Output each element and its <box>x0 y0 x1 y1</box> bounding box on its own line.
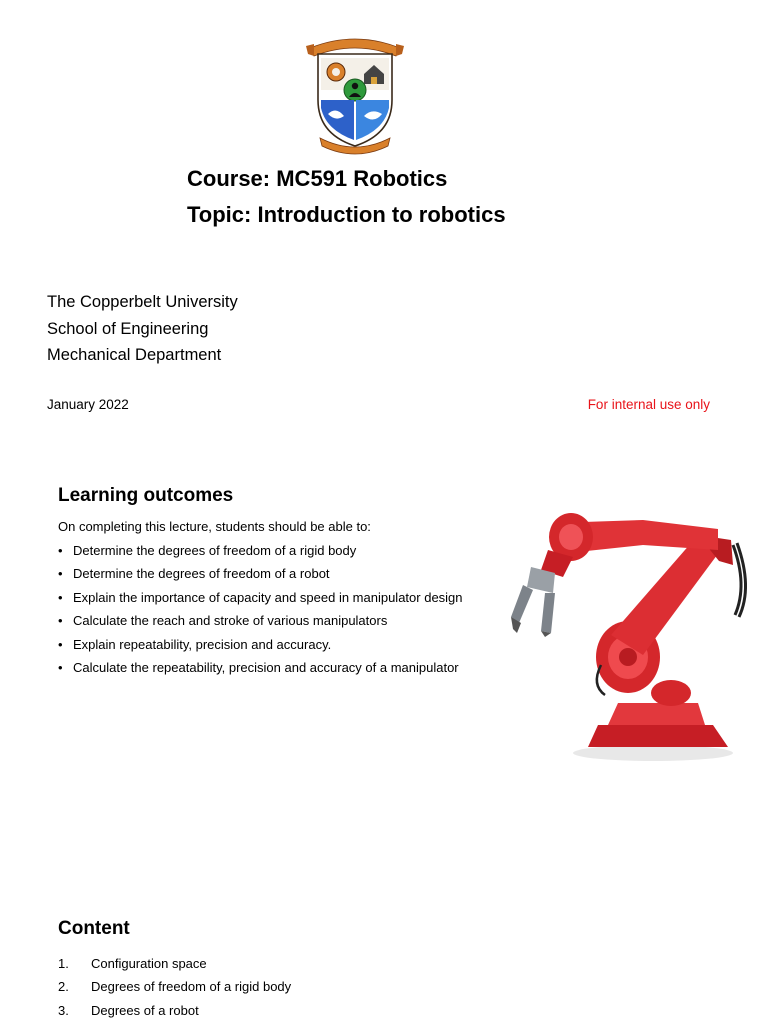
course-title: Course: MC591 Robotics <box>187 166 448 191</box>
learning-outcome-item <box>58 588 463 611</box>
content-item-text: Degrees of a robot <box>91 1002 199 1018</box>
content-item <box>58 978 291 1001</box>
internal-use-note: For internal use only <box>587 397 710 412</box>
content-item <box>58 1002 291 1025</box>
learning-outcome-item <box>58 541 463 564</box>
content-heading: Content <box>58 918 130 939</box>
robot-arm-image <box>493 495 768 773</box>
learning-outcome-text: Explain repeatability, precision and accuracy. <box>73 636 332 652</box>
bullet-icon: • <box>58 613 63 629</box>
learning-outcomes-heading: Learning outcomes <box>58 485 234 506</box>
learning-outcome-item <box>58 658 463 681</box>
school-name: School of Engineering <box>47 319 209 338</box>
university-name: The Copperbelt University <box>47 293 238 311</box>
topic-title: Topic: Introduction to robotics <box>187 202 506 227</box>
bullet-icon: • <box>58 636 63 652</box>
content-item-number: 2. <box>58 979 69 995</box>
document-date: January 2022 <box>47 397 129 412</box>
content-item-number: 1. <box>58 956 69 971</box>
bullet-icon: • <box>58 566 63 582</box>
learning-outcomes-list <box>58 541 463 681</box>
learning-outcome-text: Determine the degrees of freedom of a robot <box>73 566 330 582</box>
learning-outcome-text: Calculate the reach and stroke of various manipulators <box>73 613 388 629</box>
content-item-text: Degrees of freedom of a rigid body <box>91 979 292 995</box>
content-item-number: 3. <box>58 1002 69 1018</box>
learning-outcome-item <box>58 564 463 587</box>
department-name: Mechanical Department <box>47 346 222 364</box>
content-list <box>58 955 291 1025</box>
learning-outcome-text: Explain the importance of capacity and speed in manipulator design <box>73 589 463 605</box>
learning-outcome-item <box>58 611 463 634</box>
bullet-icon: • <box>58 543 63 558</box>
learning-outcome-text: Determine the degrees of freedom of a rigid body <box>73 543 357 558</box>
content-item-text: Configuration space <box>91 956 207 971</box>
learning-outcome-text: Calculate the repeatability, precision and accuracy of a manipulator <box>73 659 459 675</box>
learning-outcome-item <box>58 635 463 658</box>
university-logo <box>306 28 404 156</box>
learning-outcomes-intro: On completing this lecture, students should be able to: <box>58 519 371 534</box>
content-item <box>58 955 291 978</box>
bullet-icon: • <box>58 589 63 605</box>
bullet-icon: • <box>58 659 63 675</box>
organization-block <box>47 289 238 369</box>
